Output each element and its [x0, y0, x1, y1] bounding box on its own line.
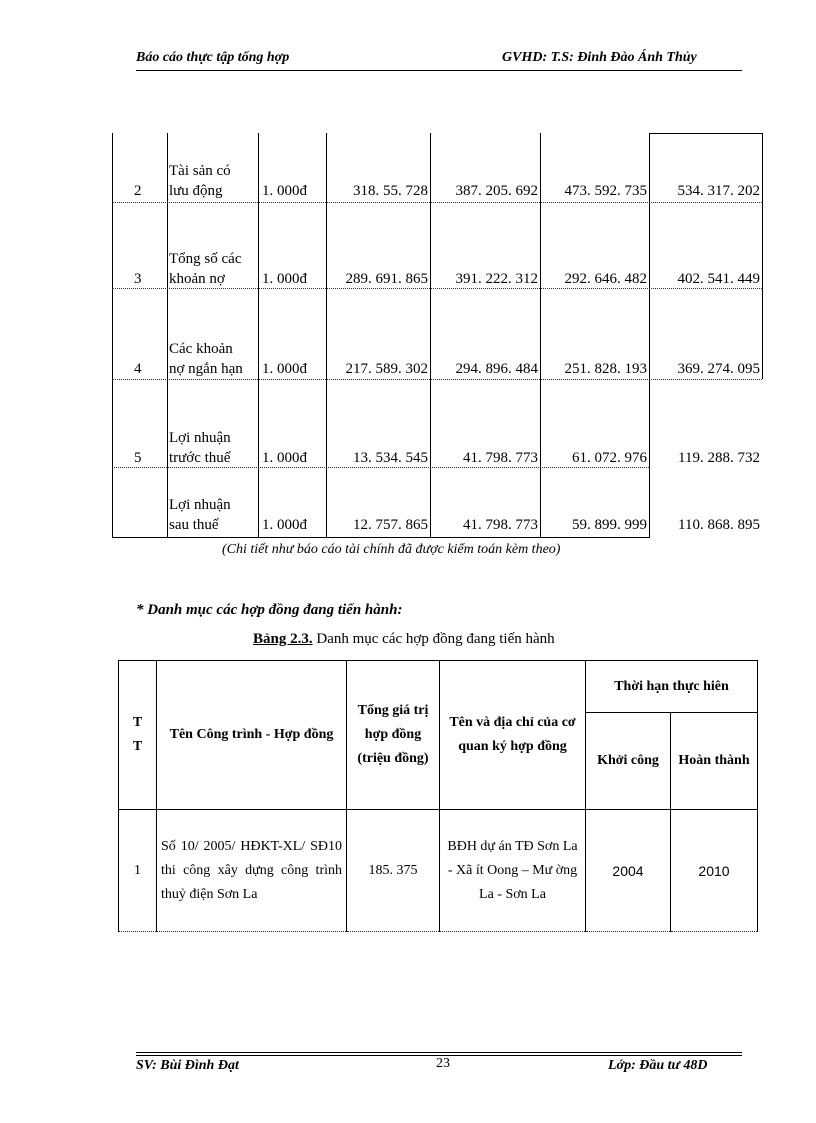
row-value-3: 292. 646. 482	[564, 271, 647, 287]
row-value-4: 119. 288. 732	[678, 450, 760, 466]
row-value-2: 387. 205. 692	[455, 183, 538, 199]
row-value-1: 217. 589. 302	[345, 361, 428, 377]
table-row	[119, 810, 758, 932]
row-value-4: 369. 274. 095	[677, 361, 760, 377]
row-number: 5	[134, 450, 142, 466]
row-value-4: 110. 868. 895	[678, 517, 760, 533]
header-right: GVHD: T.S: Đinh Đào Ánh Thủy	[502, 50, 697, 65]
cell-project-name: Số 10/ 2005/ HĐKT-XL/ SĐ10 thi công xây dựng công trình thuỷ điện Sơn La	[157, 810, 347, 932]
row-unit: 1. 000đ	[262, 450, 307, 466]
row-value-3: 61. 072. 976	[572, 450, 647, 466]
row-label-line2: sau thuế	[169, 517, 219, 533]
footer-left: SV: Bùi Đình Đạt	[136, 1058, 239, 1073]
table-border-right	[762, 133, 763, 379]
row-value-3: 59. 899. 999	[572, 517, 647, 533]
table-column-line	[258, 133, 259, 538]
row-value-3: 473. 592. 735	[564, 183, 647, 199]
cell-start: 2004	[586, 810, 671, 932]
row-unit: 1. 000đ	[262, 361, 307, 377]
row-label-line1: Lợi nhuận	[169, 430, 231, 446]
header-tt-line1: T	[132, 715, 143, 730]
header-project-name: Tên Công trình - Hợp đồng	[157, 661, 347, 810]
footer-right: Lớp: Đầu tư 48D	[608, 1058, 708, 1073]
row-label-line1: Tổng số các	[169, 251, 242, 267]
header-rule	[136, 70, 742, 71]
row-number: 4	[134, 361, 142, 377]
cell-tt: 1	[119, 810, 157, 932]
row-value-1: 12. 757. 865	[353, 517, 428, 533]
row-separator	[112, 202, 762, 203]
header-left: Báo cáo thực tập tổng hợp	[136, 50, 290, 65]
contracts-table	[118, 660, 758, 932]
row-value-4: 534. 317. 202	[677, 183, 760, 199]
row-label-line1: Các khoản	[169, 341, 233, 357]
row-value-2: 391. 222. 312	[455, 271, 538, 287]
header-tt	[119, 661, 157, 810]
row-number: 2	[134, 183, 142, 199]
header-tt-line2: T	[132, 739, 143, 754]
header-finish: Hoàn thành	[671, 713, 758, 810]
row-value-2: 41. 798. 773	[463, 450, 538, 466]
row-value-4: 402. 541. 449	[677, 271, 760, 287]
row-label-line1: Lợi nhuận	[169, 497, 231, 513]
table-bottom-rule	[112, 537, 649, 538]
header-start: Khởi công	[586, 713, 671, 810]
table-caption-label: Bảng 2.3.	[253, 631, 313, 647]
row-number: 3	[134, 271, 142, 287]
cell-contract-value: 185. 375	[347, 810, 440, 932]
header-period: Thời hạn thực hiên	[586, 661, 758, 713]
row-unit: 1. 000đ	[262, 517, 307, 533]
section-title: * Danh mục các hợp đồng đang tiến hành:	[136, 602, 403, 618]
page-number: 23	[436, 1056, 450, 1071]
footer-rule	[136, 1052, 742, 1053]
row-value-2: 41. 798. 773	[463, 517, 538, 533]
table-border-left	[112, 133, 113, 538]
financial-table	[112, 133, 764, 538]
cell-agency: BĐH dự án TĐ Sơn La - Xã ít Oong – Mư ờng La - Sơn La	[440, 810, 586, 932]
row-label-line2: nợ ngắn hạn	[169, 361, 243, 377]
row-value-1: 13. 534. 545	[353, 450, 428, 466]
table-caption-text: Danh mục các hợp đồng đang tiến hành	[312, 631, 555, 647]
table-column-line	[167, 133, 168, 538]
row-value-1: 289. 691. 865	[345, 271, 428, 287]
header-agency: Tên và địa chỉ của cơ quan ký hợp đồng	[440, 661, 586, 810]
row-label-line2: khoản nợ	[169, 271, 225, 287]
row-value-2: 294. 896. 484	[455, 361, 538, 377]
row-value-3: 251. 828. 193	[564, 361, 647, 377]
row-label-line2: trước thuế	[169, 450, 231, 466]
table-caption	[253, 631, 555, 648]
row-label-line1: Tài sản có	[169, 163, 231, 179]
row-value-1: 318. 55. 728	[353, 183, 428, 199]
row-separator	[112, 379, 762, 380]
row-label-line2: lưu động	[169, 183, 223, 199]
row-unit: 1. 000đ	[262, 183, 307, 199]
header-contract-value: Tổng giá trị hợp đồng (triệu đồng)	[347, 661, 440, 810]
row-unit: 1. 000đ	[262, 271, 307, 287]
cell-finish: 2010	[671, 810, 758, 932]
table-top-rule	[649, 133, 762, 134]
table-note: (Chi tiết như báo cáo tài chính đã được kiểm toán kèm theo)	[222, 542, 561, 557]
